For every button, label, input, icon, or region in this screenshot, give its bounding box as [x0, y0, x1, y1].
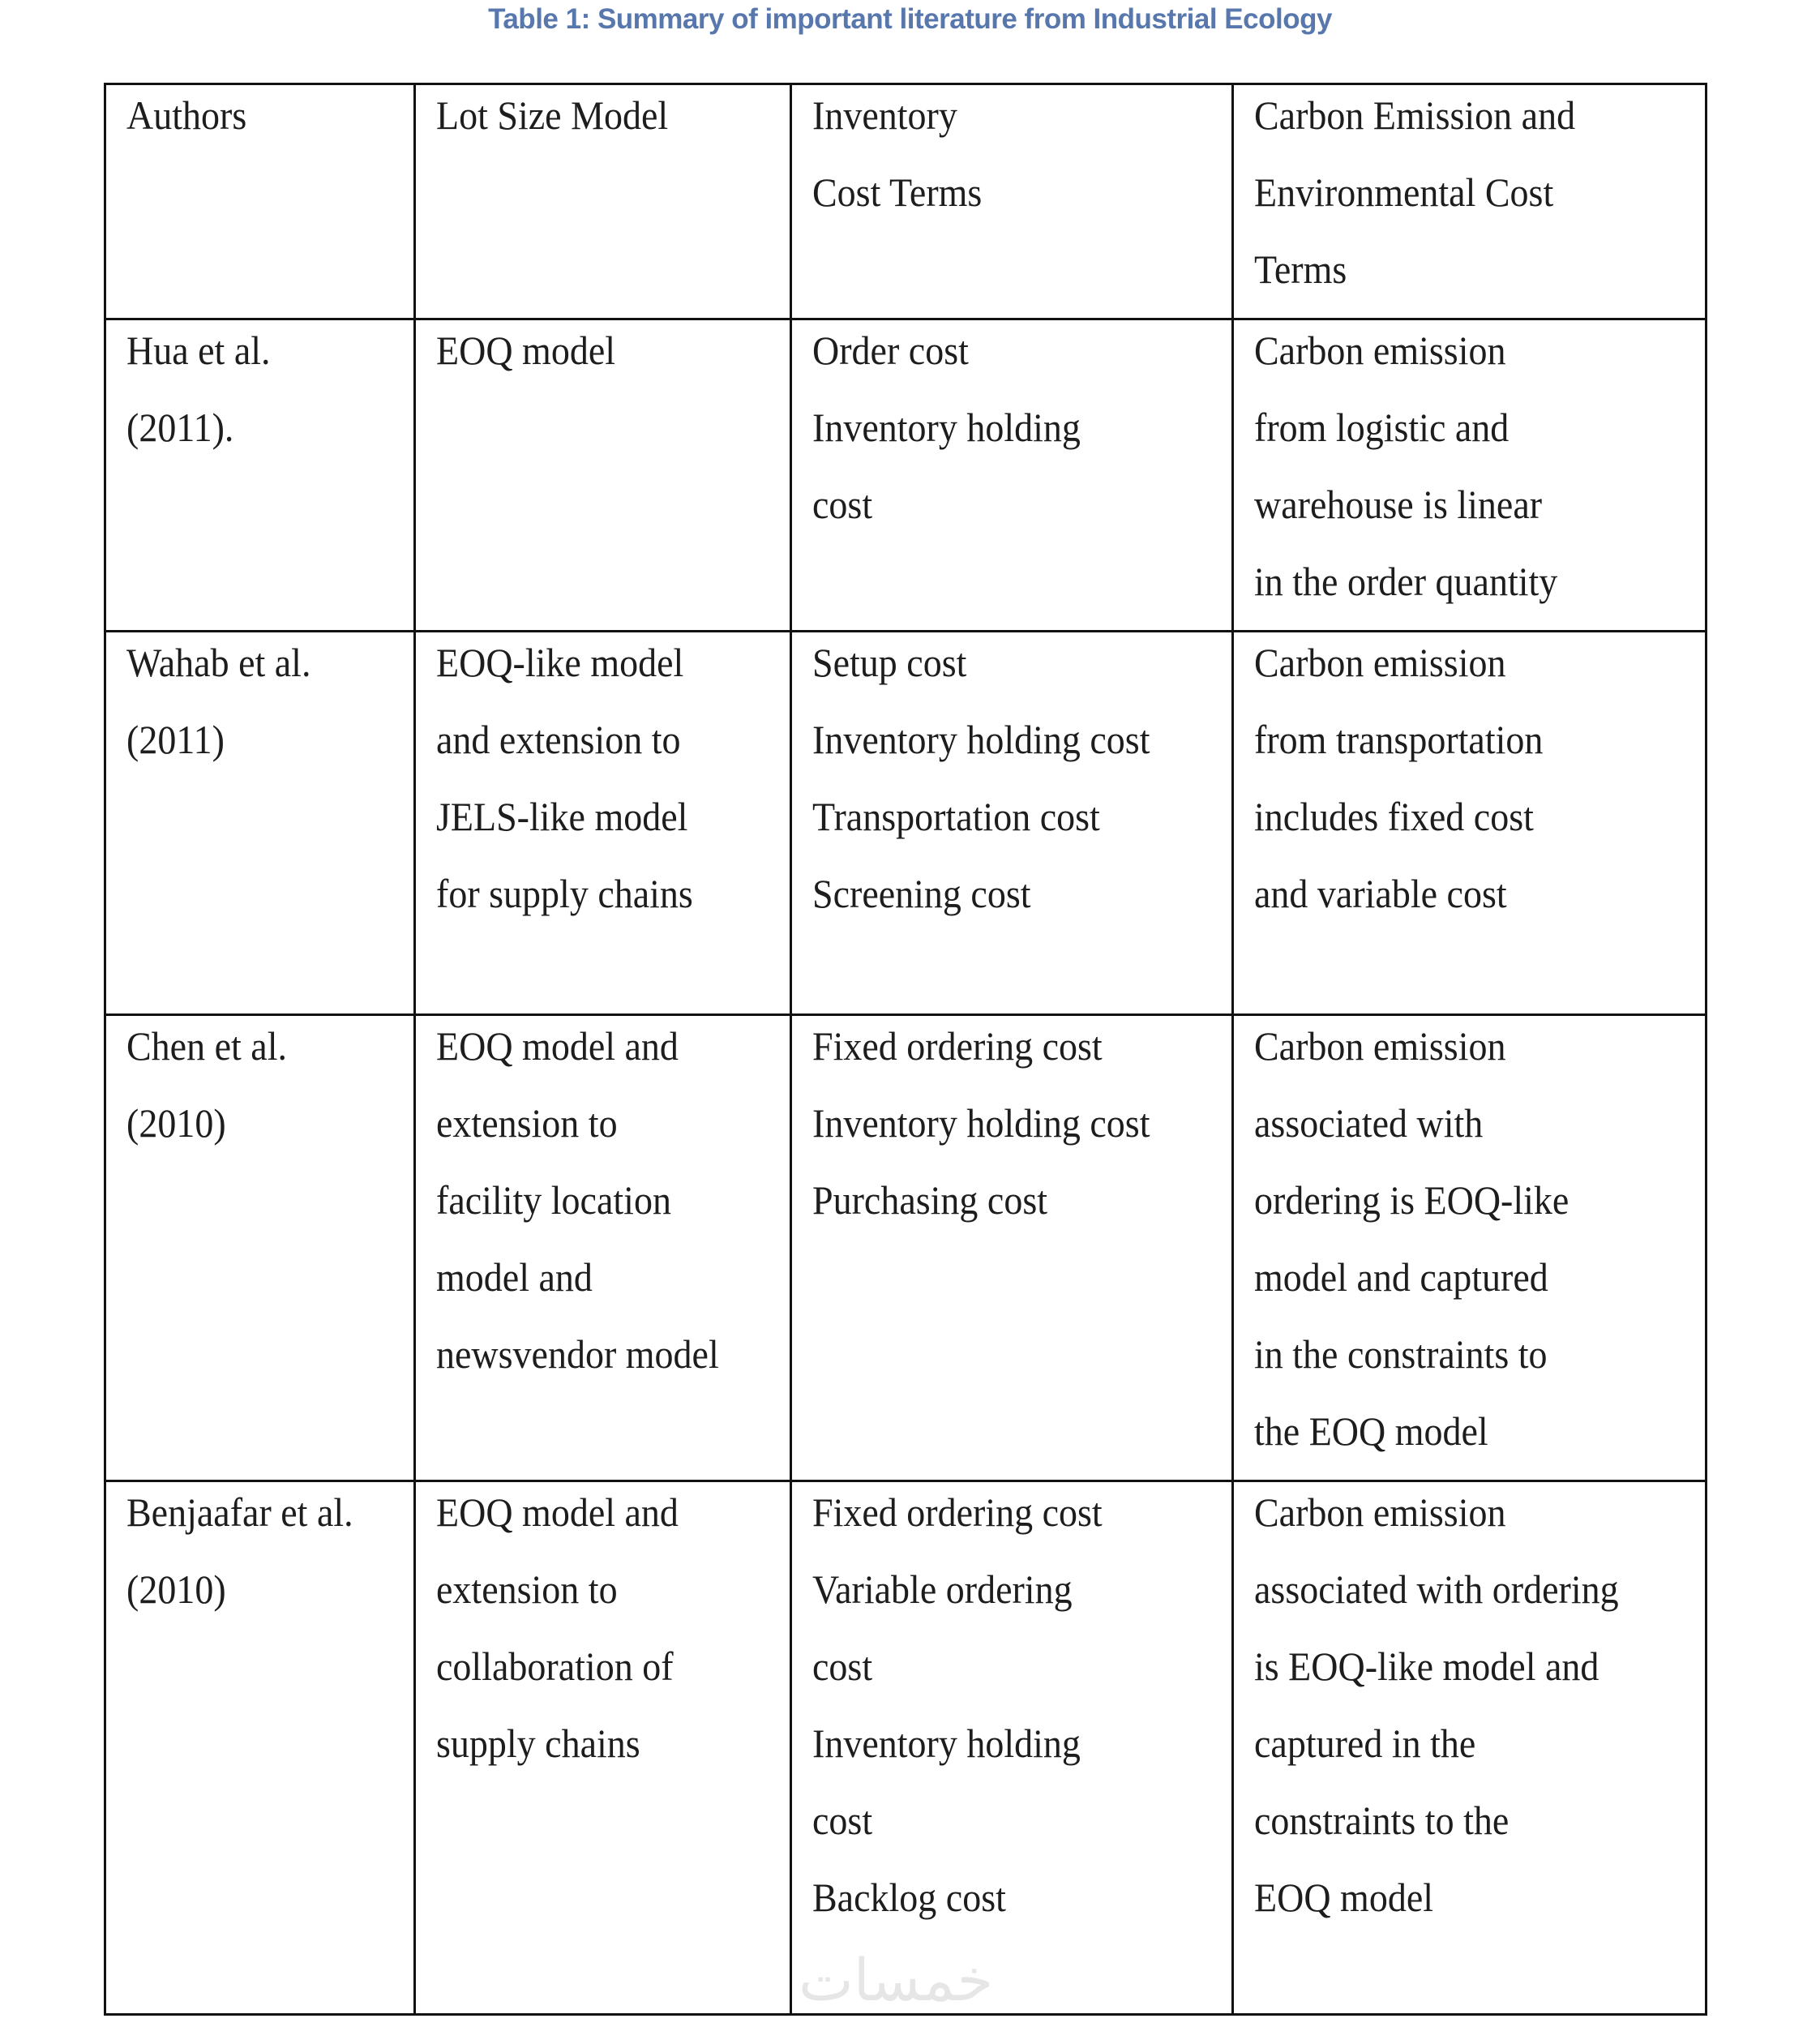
cell-text-line: EOQ-like model [436, 640, 684, 685]
cell-carbon-terms [1233, 319, 1707, 632]
cell-text-line: Carbon emission [1254, 640, 1506, 685]
cell-inventory-cost-terms [791, 1015, 1233, 1481]
cell-text-line: Terms [1254, 246, 1347, 292]
cell-authors [105, 319, 415, 632]
cell-text-line: Inventory holding [812, 1721, 1081, 1766]
cell-text-line: Benjaafar et al. [126, 1489, 353, 1535]
cell-text-line: EOQ model and [436, 1489, 679, 1535]
cell-authors [105, 632, 415, 1015]
cell-text-line: the EOQ model [1254, 1408, 1488, 1454]
cell-text-line: Lot Size Model [436, 92, 669, 138]
cell-text-line: Inventory holding [812, 405, 1081, 450]
cell-authors [105, 1015, 415, 1481]
cell-lot-size-model [415, 319, 791, 632]
cell-carbon-terms [1233, 1481, 1707, 2015]
cell-carbon-terms [1233, 1015, 1707, 1481]
cell-text-line: associated with [1254, 1100, 1484, 1146]
cell-text-line: (2011). [126, 405, 234, 450]
cell-text-line: Chen et al. [126, 1023, 288, 1069]
table-row [105, 632, 1707, 1015]
table-caption: Table 1: Summary of important literature from Industrial Ecology [488, 3, 1332, 35]
cell-text-line: Cost Terms [812, 169, 983, 215]
cell-inventory-cost-terms [791, 1481, 1233, 2015]
cell-text-line: Inventory holding cost [812, 1100, 1150, 1146]
cell-text-line: Carbon emission [1254, 1023, 1506, 1069]
cell-text-line: Backlog cost [812, 1875, 1006, 1920]
cell-text-line: and variable cost [1254, 871, 1507, 916]
cell-text-line: warehouse is linear [1254, 482, 1543, 527]
cell-text-line: Order cost [812, 328, 969, 373]
cell-text-line: EOQ model [436, 328, 616, 373]
cell-text-line: constraints to the [1254, 1798, 1510, 1843]
cell-lot-size-model [415, 1015, 791, 1481]
watermark-logo: خمسات [799, 1946, 994, 2014]
cell-text-line: facility location [436, 1177, 671, 1223]
cell-text-line: Screening cost [812, 871, 1031, 916]
cell-text-line: Inventory holding cost [812, 717, 1150, 762]
cell-text-line: Authors [126, 92, 247, 138]
cell-text-line: from transportation [1254, 717, 1544, 762]
table-row [105, 1015, 1707, 1481]
cell-text-line: model and captured [1254, 1254, 1548, 1300]
cell-text-line: (2010) [126, 1100, 226, 1146]
cell-text-line: and extension to [436, 717, 681, 762]
literature-table [104, 83, 1707, 2016]
cell-text-line: ordering is EOQ-like [1254, 1177, 1569, 1223]
cell-text-line: newsvendor model [436, 1331, 719, 1377]
cell-text-line: Variable ordering [812, 1566, 1073, 1612]
cell-text-line: for supply chains [436, 871, 693, 916]
cell-text-line: Fixed ordering cost [812, 1023, 1103, 1069]
cell-text-line: Environmental Cost [1254, 169, 1554, 215]
table-row [105, 1481, 1707, 2015]
cell-text-line: Wahab et al. [126, 640, 311, 685]
cell-text-line: Transportation cost [812, 794, 1100, 839]
header-carbon-emission-terms [1233, 84, 1707, 319]
cell-text-line: (2010) [126, 1566, 226, 1612]
header-inventory-cost-terms [791, 84, 1233, 319]
cell-text-line: JELS-like model [436, 794, 688, 839]
cell-text-line: Carbon Emission and [1254, 92, 1576, 138]
cell-text-line: Purchasing cost [812, 1177, 1048, 1223]
cell-text-line: cost [812, 1643, 873, 1689]
cell-text-line: Carbon emission [1254, 328, 1506, 373]
cell-lot-size-model [415, 1481, 791, 2015]
cell-text-line: cost [812, 1798, 873, 1843]
cell-text-line: Carbon emission [1254, 1489, 1506, 1535]
cell-text-line: supply chains [436, 1721, 640, 1766]
cell-text-line: captured in the [1254, 1721, 1476, 1766]
cell-carbon-terms [1233, 632, 1707, 1015]
cell-text-line: from logistic and [1254, 405, 1510, 450]
cell-inventory-cost-terms [791, 319, 1233, 632]
table-row [105, 319, 1707, 632]
cell-text-line: cost [812, 482, 873, 527]
cell-inventory-cost-terms [791, 632, 1233, 1015]
cell-text-line: includes fixed cost [1254, 794, 1534, 839]
cell-text-line: extension to [436, 1100, 618, 1146]
cell-authors [105, 1481, 415, 2015]
cell-text-line: Hua et al. [126, 328, 271, 373]
header-lot-size-model [415, 84, 791, 319]
cell-text-line: Setup cost [812, 640, 967, 685]
cell-text-line: model and [436, 1254, 593, 1300]
table-header-row [105, 84, 1707, 319]
cell-text-line: associated with ordering [1254, 1566, 1619, 1612]
cell-text-line: extension to [436, 1566, 618, 1612]
cell-text-line: in the constraints to [1254, 1331, 1548, 1377]
cell-text-line: Fixed ordering cost [812, 1489, 1103, 1535]
cell-text-line: EOQ model [1254, 1875, 1434, 1920]
header-authors [105, 84, 415, 319]
cell-text-line: (2011) [126, 717, 225, 762]
cell-text-line: EOQ model and [436, 1023, 679, 1069]
cell-text-line: Inventory [812, 92, 957, 138]
cell-text-line: in the order quantity [1254, 559, 1558, 604]
cell-text-line: collaboration of [436, 1643, 674, 1689]
cell-lot-size-model [415, 632, 791, 1015]
cell-text-line: is EOQ-like model and [1254, 1643, 1599, 1689]
